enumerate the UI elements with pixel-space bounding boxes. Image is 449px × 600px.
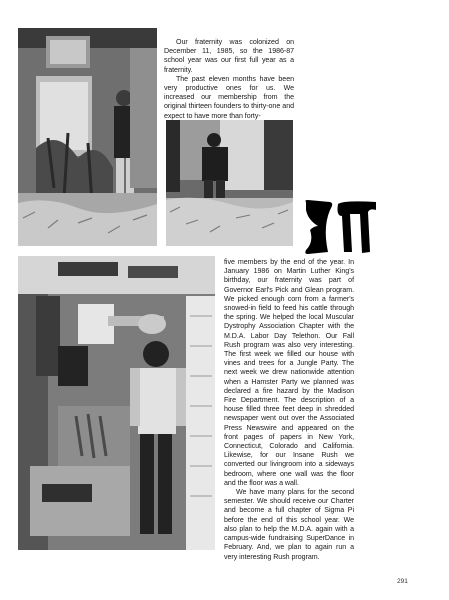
article-intro-column — [164, 38, 294, 121]
page-number: 291 — [397, 578, 408, 585]
photo-hamster-party — [166, 120, 293, 246]
paragraph-plans: We have many plans for the second semester. We should receive our Charter and become a full chapter of Sigma Pi before the end of this school year. We also plan to help the M.D.A. again with a campus-wide fundraising SuperDance in February. And, we plan to again run a very interesting Rush program. — [224, 488, 354, 561]
paragraph-continued: five members by the end of the year. In January 1986 on Martin Luther King's birthday, our fraternity was part of Governor Earl's Pick and Glean program. We picked enough corn from a farmer's snowed-in field to feed his cattle through the spring. We helped the local Muscular Dystrophy Association Chapter with the M.D.A. Labor Day Telethon. Our Fall Rush program was also very interesting. The first week we filled our house with vines and trees for a Jungle Party. The next week we drew nationwide attention when a Hamster Party we planned was declared a fire hazard by the Madison Fire Department. The description of a house filled three feet deep in shredded newspaper went out over the Associated Press Newswire and appeared on the front pages of papers in New York, Connecticut, Colorado and California. Likewise, for our Insane Rush we converted our livingroom into a sideways bedroom, where one wall was the floor and the floor was a wall. — [224, 258, 354, 487]
photo-jungle-party — [18, 28, 157, 246]
article-continued-column — [224, 258, 354, 562]
sigma-pi-letters — [300, 196, 380, 258]
paragraph-growth: The past eleven months have been very productive ones for us. We increased our membership from the original thirteen founders to thirty-one and expect to have more than forty- — [164, 74, 294, 120]
paragraph-intro: Our fraternity was colonized on December 11, 1985, so the 1986-87 school year was our first full year as a fraternity. — [164, 38, 294, 74]
photo-sideways-bedroom — [18, 256, 215, 550]
